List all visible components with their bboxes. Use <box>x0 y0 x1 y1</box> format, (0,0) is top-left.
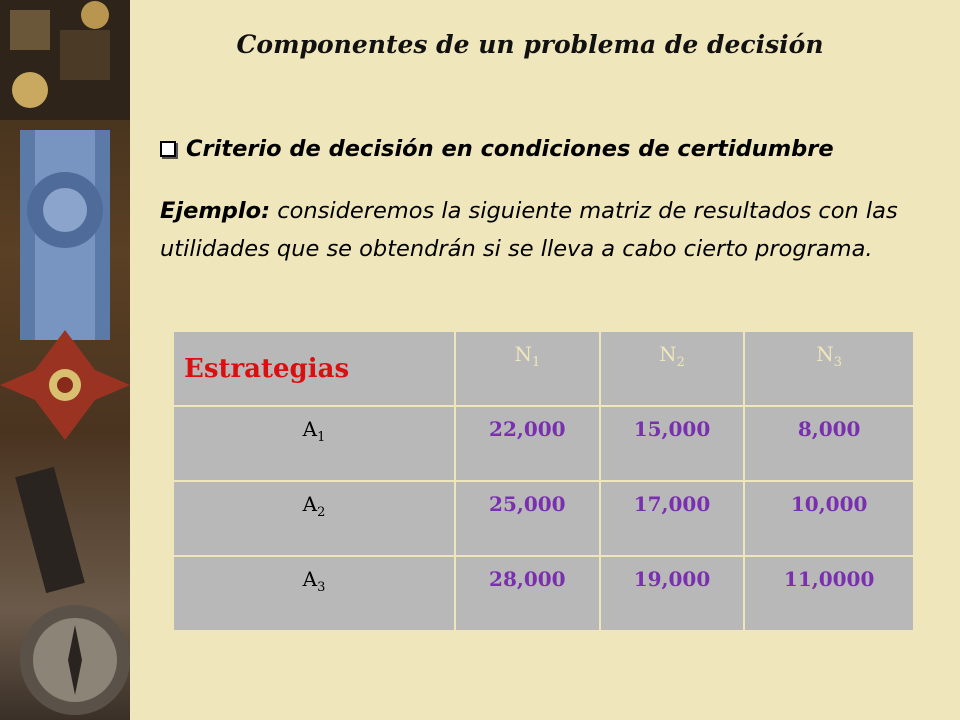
table-row <box>173 556 914 631</box>
example-text: consideremos la siguiente matriz de resultados con las utilidades que se obtendrán si se lleva a cabo cierto programa. <box>160 198 898 262</box>
checkbox-bullet-icon <box>160 141 176 157</box>
table-row <box>173 406 914 481</box>
row-header: $A_2$ <box>173 481 455 556</box>
column-header: $N_1$ <box>455 331 600 406</box>
table-cell: 19,000 <box>600 556 745 631</box>
table-cell: 11,0000 <box>744 556 914 631</box>
table-row <box>173 481 914 556</box>
table-cell: 25,000 <box>455 481 600 556</box>
table-cell: 17,000 <box>600 481 745 556</box>
slide-title: Componentes de un problema de decisión <box>236 30 824 59</box>
example-paragraph <box>160 192 920 268</box>
table-cell: 8,000 <box>744 406 914 481</box>
column-header: $N_3$ <box>744 331 914 406</box>
example-label: Ejemplo: <box>160 198 271 224</box>
table-cell: 15,000 <box>600 406 745 481</box>
table-cell: 28,000 <box>455 556 600 631</box>
header-row <box>173 331 914 406</box>
row-header: $A_1$ <box>173 406 455 481</box>
row-header: $A_3$ <box>173 556 455 631</box>
bullet-point <box>160 136 834 162</box>
table-cell: 10,000 <box>744 481 914 556</box>
bullet-text: Criterio de decisión en condiciones de certidumbre <box>186 136 834 162</box>
decorative-medal-image <box>0 0 130 720</box>
table-cell: 22,000 <box>455 406 600 481</box>
column-header: $N_2$ <box>600 331 745 406</box>
corner-header: Estrategias <box>173 331 455 406</box>
payoff-matrix-table <box>172 330 915 632</box>
